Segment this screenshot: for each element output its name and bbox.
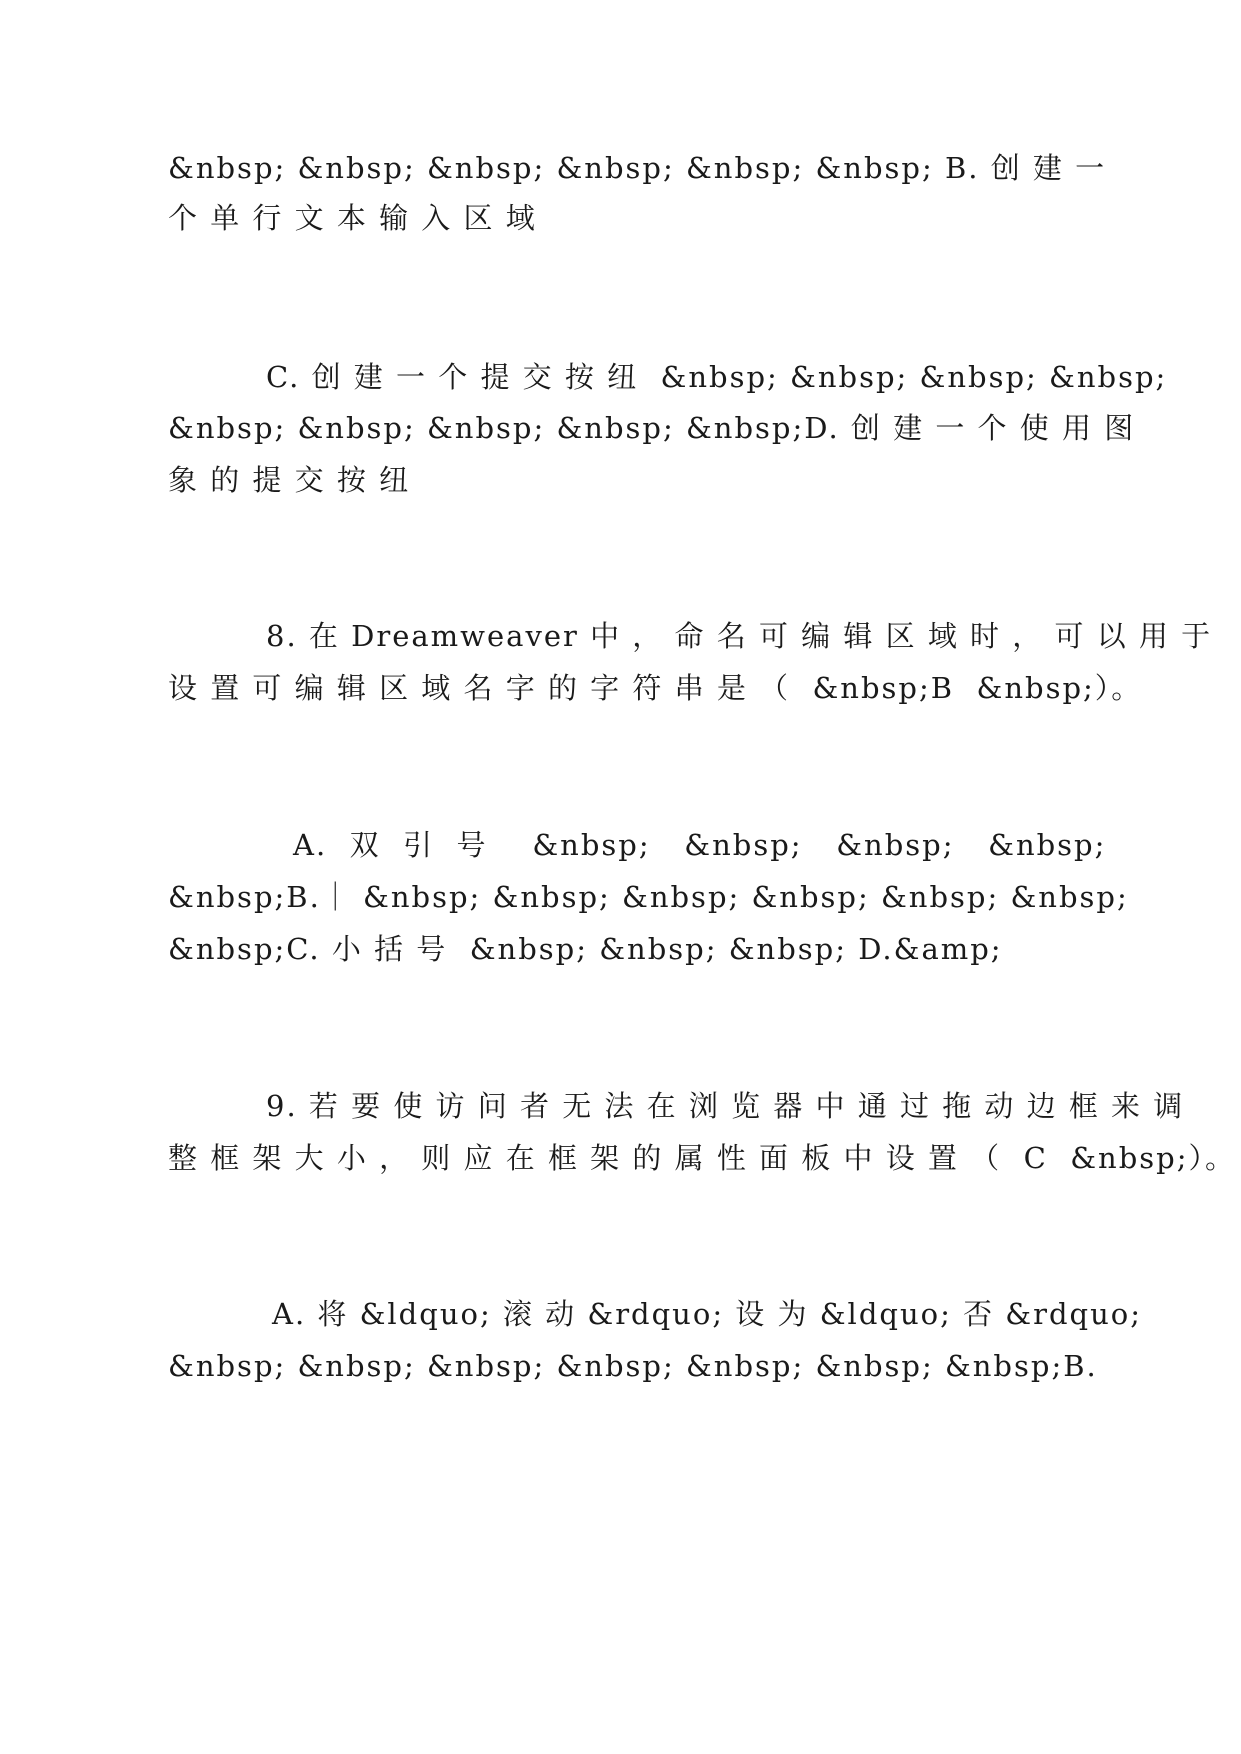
text-line: &nbsp;C. 小 括 号 &nbsp; &nbsp; &nbsp; D.&amp;: [168, 932, 1003, 966]
text-line: 设 置 可 编 辑 区 域 名 字 的 字 符 串 是 （ &nbsp;B &nbsp;）。: [168, 671, 1143, 705]
text-line: 个 单 行 文 本 输 入 区 域: [168, 201, 537, 235]
text-line: 整 框 架 大 小 ， 则 应 在 框 架 的 属 性 面 板 中 设 置 （ C &nbsp;）。: [168, 1141, 1236, 1175]
text-line: &nbsp; &nbsp; &nbsp; &nbsp; &nbsp;D. 创 建 一 个 使 用 图: [168, 411, 1136, 445]
text-line: 9. 若 要 使 访 问 者 无 法 在 浏 览 器 中 通 过 拖 动 边 框 来 调: [266, 1089, 1185, 1123]
text-line: &nbsp;B.｜ &nbsp; &nbsp; &nbsp; &nbsp; &nbsp; &nbsp;: [168, 880, 1129, 914]
text-line: 象 的 提 交 按 纽: [168, 463, 411, 497]
text-line: A. 将 &ldquo; 滚 动 &rdquo; 设 为 &ldquo; 否 &rdquo;: [272, 1297, 1143, 1331]
text-line: 8. 在 Dreamweaver 中 ， 命 名 可 编 辑 区 域 时 ， 可 以 用 于: [266, 619, 1213, 653]
text-line: &nbsp; &nbsp; &nbsp; &nbsp; &nbsp; &nbsp; &nbsp;B.: [168, 1349, 1098, 1383]
text-line: &nbsp; &nbsp; &nbsp; &nbsp; &nbsp; &nbsp; B. 创 建 一: [168, 151, 1107, 185]
text-line: A. 双 引 号 &nbsp; &nbsp; &nbsp; &nbsp;: [293, 828, 1107, 862]
text-line: C. 创 建 一 个 提 交 按 纽 &nbsp; &nbsp; &nbsp; &nbsp;: [266, 360, 1168, 394]
